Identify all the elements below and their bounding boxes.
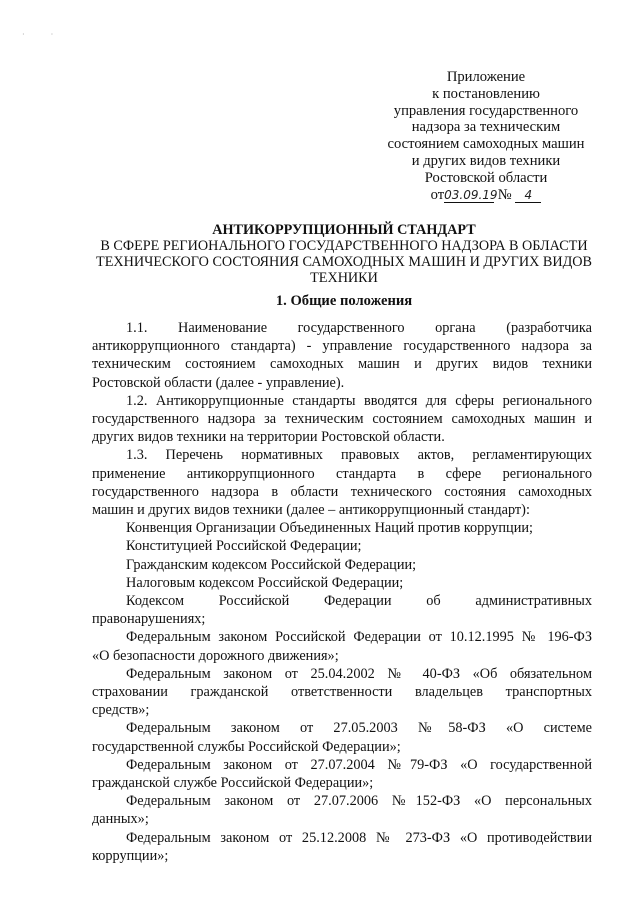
act-item-cont: средств»; [92,702,150,719]
document-body [92,319,592,865]
paragraph-line: государственного надзора за техническим состоянием самоходных машин и [92,411,592,428]
act-item-cont: данных»; [92,811,149,828]
act-item: Гражданским кодексом Российской Федерации; [126,556,417,573]
act-item: Налоговым кодексом Российской Федерации; [126,574,404,591]
act-item: Конвенция Организации Объединенных Наций против коррупции; [126,520,533,537]
document-title [92,222,596,286]
section-heading: 1. Общие положения [275,293,413,309]
paragraph-line: 1.1. Наименование государственного органа (разработчика [126,320,592,336]
paragraph-line: машин и других видов техники (далее – антикоррупционный стандарт): [92,502,530,519]
act-item: Федеральным законом от 27.05.2003 №58-ФЗ «О системе [126,720,592,737]
act-item-cont: правонарушениях; [92,611,206,628]
date-prefix: от [430,186,445,203]
appendix-line: управления государственного [393,102,579,119]
paragraph-line: антикоррупционного стандарта) - управление государственного надзора за [92,338,592,355]
paragraph-line: Ростовской области (далее - управление). [92,374,345,391]
act-item: Федеральным законом Российской Федерации от 10.12.1995 № 196-ФЗ [126,629,592,646]
title-line: ТЕХНИЧЕСКОГО СОСТОЯНИЯ САМОХОДНЫХ МАШИН И ДРУГИХ ВИДОВ [96,254,592,270]
appendix-line: Ростовской области [424,169,548,186]
date-handwritten: 03.09.19 [444,187,498,202]
paragraph-line: 1.3. Перечень нормативных правовых актов, регламентирующих [126,447,592,464]
act-item-cont: «О безопасности дорожного движения»; [92,647,339,664]
appendix-line: и других видов техники [411,152,561,169]
appendix-block [380,69,592,203]
title-line: ТЕХНИКИ [310,270,378,286]
act-item-cont: коррупции»; [92,847,169,864]
appendix-line: Приложение [446,69,526,85]
act-item: Конституцией Российской Федерации; [126,538,362,555]
act-item: Федеральным законом от 27.07.2006 №152-ФЗ «О персональных [126,793,592,810]
number-handwritten: 4 [515,188,541,203]
appendix-line: к постановлению [432,85,540,102]
appendix-line: надзора за техническим [411,119,561,136]
act-item: Федеральным законом от 27.07.2004 №79-ФЗ «О государственной [126,756,592,773]
appendix-date-number [380,187,592,204]
act-item-cont: гражданской службе Российской Федерации»; [92,775,374,792]
act-item: Кодексом Российской Федерации об административных [126,593,592,610]
paragraph-line: 1.2. Антикоррупционные стандарты вводятся для сферы регионального [126,392,592,409]
act-item: Федеральным законом от 25.04.2002 № 40-ФЗ «Об обязательном [126,665,592,682]
paragraph-line: других видов техники на территории Ростовской области. [92,429,445,446]
paragraph-line: техническим состоянием самоходных машин и других видов техники [92,356,592,373]
appendix-line: состоянием самоходных машин [387,136,585,153]
act-item-cont: государственной службы Российской Федерации»; [92,738,401,755]
title-line: АНТИКОРРУПЦИОННЫЙ СТАНДАРТ [212,222,476,238]
scan-artifact: · · [22,30,66,39]
act-item: Федеральным законом от 25.12.2008 № 273-ФЗ «О противодействии [126,829,592,846]
number-prefix: № [497,186,512,203]
paragraph-line: применение антикоррупционного стандарта в сфере регионального [92,465,592,482]
paragraph-line: государственного надзора в области технического состояния самоходных [92,483,592,500]
act-item-cont: страховании гражданской ответственности владельцев транспортных [92,684,592,701]
title-line: В СФЕРЕ РЕГИОНАЛЬНОГО ГОСУДАРСТВЕННОГО НАДЗОРА В ОБЛАСТИ [100,238,588,254]
